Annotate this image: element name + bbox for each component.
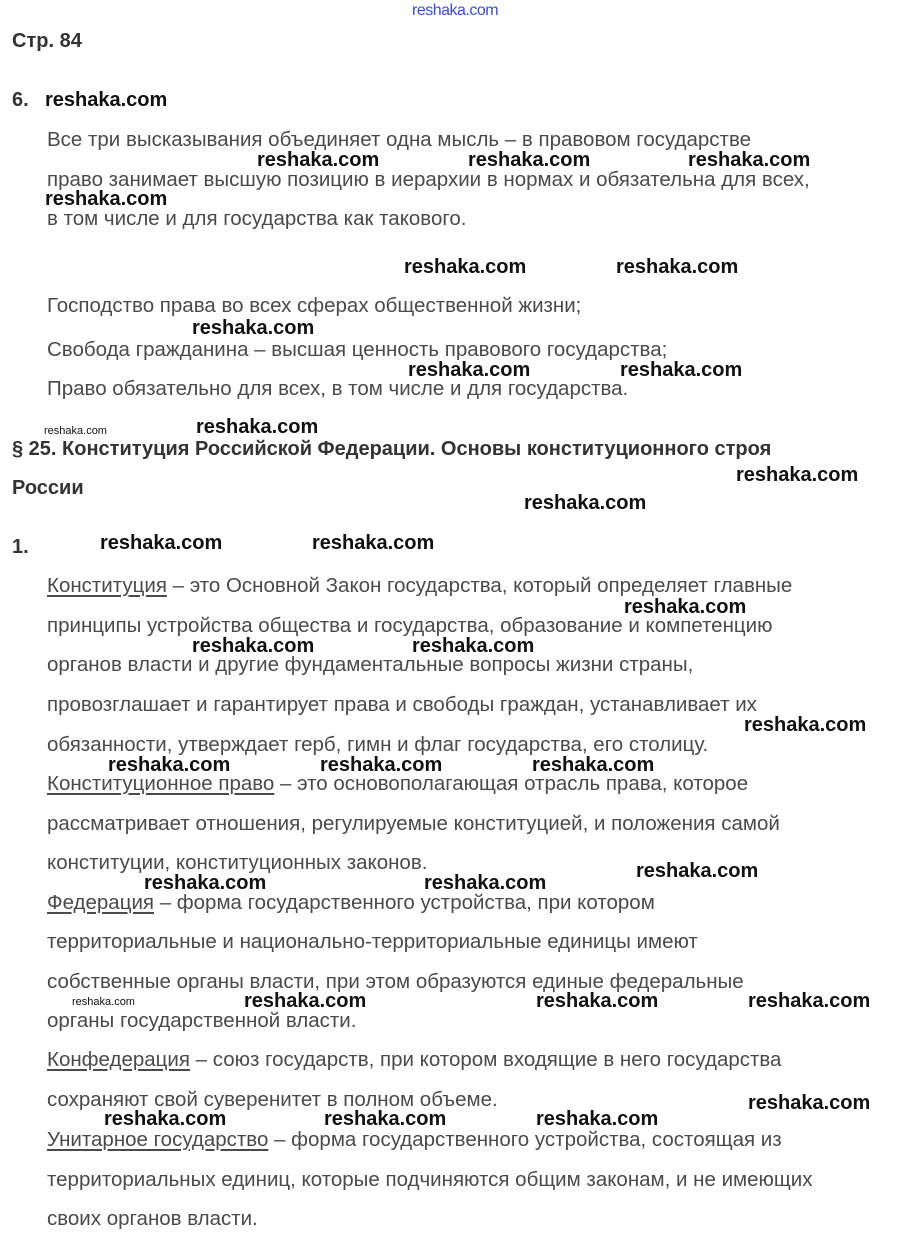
definition-text: территориальные и национально-территориальные единицы имеют	[47, 930, 698, 953]
watermark: reshaka.com	[144, 872, 267, 894]
definition-line	[47, 931, 698, 953]
watermark: reshaka.com	[748, 1092, 871, 1114]
watermark: reshaka.com	[312, 532, 435, 554]
definition-text: сохраняют свой суверенитет в полном объеме.	[47, 1088, 498, 1111]
watermark: reshaka.com	[257, 149, 380, 171]
definition-line	[47, 734, 708, 756]
definition-line	[47, 1208, 258, 1230]
defined-term: Федерация	[47, 891, 154, 914]
definition-line	[47, 892, 655, 914]
watermark: reshaka.com	[324, 1108, 447, 1130]
definition-text: своих органов власти.	[47, 1207, 258, 1230]
definition-line	[47, 1049, 781, 1071]
watermark: reshaka.com	[72, 996, 135, 1008]
definition-line	[47, 615, 772, 637]
section-title: § 25. Конституция Российской Федерации. Основы конституционного строя	[12, 438, 772, 460]
task-number: 6.	[12, 89, 29, 111]
watermark: reshaka.com	[45, 89, 168, 111]
definition-line	[47, 773, 748, 795]
definition-line	[47, 852, 427, 874]
watermark: reshaka.com	[192, 635, 315, 657]
definition-text: – союз государств, при котором входящие в него государства	[189, 1048, 782, 1071]
watermark: reshaka.com	[104, 1108, 227, 1130]
definition-text: конституции, конституционных законов.	[47, 851, 428, 874]
watermark: reshaka.com	[424, 872, 547, 894]
paragraph-line: Право обязательно для всех, в том числе и для государства.	[47, 377, 629, 400]
watermark: reshaka.com	[108, 754, 231, 776]
watermark: reshaka.com	[624, 596, 747, 618]
definition-line	[47, 694, 757, 716]
definition-text: органов власти и другие фундаментальные вопросы жизни страны,	[47, 653, 694, 676]
definition-line	[47, 1129, 782, 1151]
watermark: reshaka.com	[244, 990, 367, 1012]
watermark: reshaka.com	[44, 425, 107, 437]
watermark: reshaka.com	[616, 256, 739, 278]
definition-text: принципы устройства общества и государства, образование и компетенцию	[47, 614, 773, 637]
watermark: reshaka.com	[408, 359, 531, 381]
page-label: Стр. 84	[12, 30, 82, 52]
watermark: reshaka.com	[412, 2, 499, 19]
definition-text: – это основополагающая отрасль права, которое	[274, 772, 749, 795]
definition-text: – это Основной Закон государства, который определяет главные	[166, 574, 793, 597]
definition-text: рассматривает отношения, регулируемые конституцией, и положения самой	[47, 812, 780, 835]
paragraph-line: Господство права во всех сферах общественной жизни;	[47, 294, 582, 317]
definition-text: – форма государственного устройства, при котором	[154, 891, 655, 914]
defined-term: Унитарное государство	[47, 1128, 269, 1151]
defined-term: Конфедерация	[47, 1048, 190, 1071]
section-title-cont: России	[12, 477, 84, 499]
watermark: reshaka.com	[688, 149, 811, 171]
definition-line	[47, 1010, 356, 1032]
definition-line	[47, 813, 780, 835]
task-number: 1.	[12, 536, 29, 558]
watermark: reshaka.com	[736, 464, 859, 486]
definition-line	[47, 654, 693, 676]
watermark: reshaka.com	[524, 492, 647, 514]
watermark: reshaka.com	[192, 317, 315, 339]
watermark: reshaka.com	[100, 532, 223, 554]
watermark: reshaka.com	[636, 860, 759, 882]
paragraph-line: в том числе и для государства как такового.	[47, 207, 467, 230]
watermark: reshaka.com	[468, 149, 591, 171]
watermark: reshaka.com	[744, 714, 867, 736]
definition-line	[47, 575, 792, 597]
paragraph-line: право занимает высшую позицию в иерархии в нормах и обязательна для всех,	[47, 168, 810, 191]
watermark: reshaka.com	[536, 1108, 659, 1130]
watermark: reshaka.com	[532, 754, 655, 776]
watermark: reshaka.com	[404, 256, 527, 278]
paragraph-line: Свобода гражданина – высшая ценность правового государства;	[47, 338, 668, 361]
definition-text: органы государственной власти.	[47, 1009, 357, 1032]
defined-term: Конституционное право	[47, 772, 275, 795]
watermark: reshaka.com	[412, 635, 535, 657]
watermark: reshaka.com	[320, 754, 443, 776]
definition-text: провозглашает и гарантирует права и свободы граждан, устанавливает их	[47, 693, 757, 716]
definition-text: обязанности, утверждает герб, гимн и флаг государства, его столицу.	[47, 733, 709, 756]
watermark: reshaka.com	[748, 990, 871, 1012]
definition-text: собственные органы власти, при этом образуются единые федеральные	[47, 970, 744, 993]
watermark: reshaka.com	[45, 188, 168, 210]
defined-term: Конституция	[47, 574, 167, 597]
watermark: reshaka.com	[196, 416, 319, 438]
definition-text: – форма государственного устройства, состоящая из	[268, 1128, 782, 1151]
watermark: reshaka.com	[620, 359, 743, 381]
definition-line	[47, 1169, 813, 1191]
watermark: reshaka.com	[536, 990, 659, 1012]
definition-text: территориальных единиц, которые подчиняются общим законам, и не имеющих	[47, 1168, 813, 1191]
paragraph-line: Все три высказывания объединяет одна мысль – в правовом государстве	[47, 128, 752, 151]
